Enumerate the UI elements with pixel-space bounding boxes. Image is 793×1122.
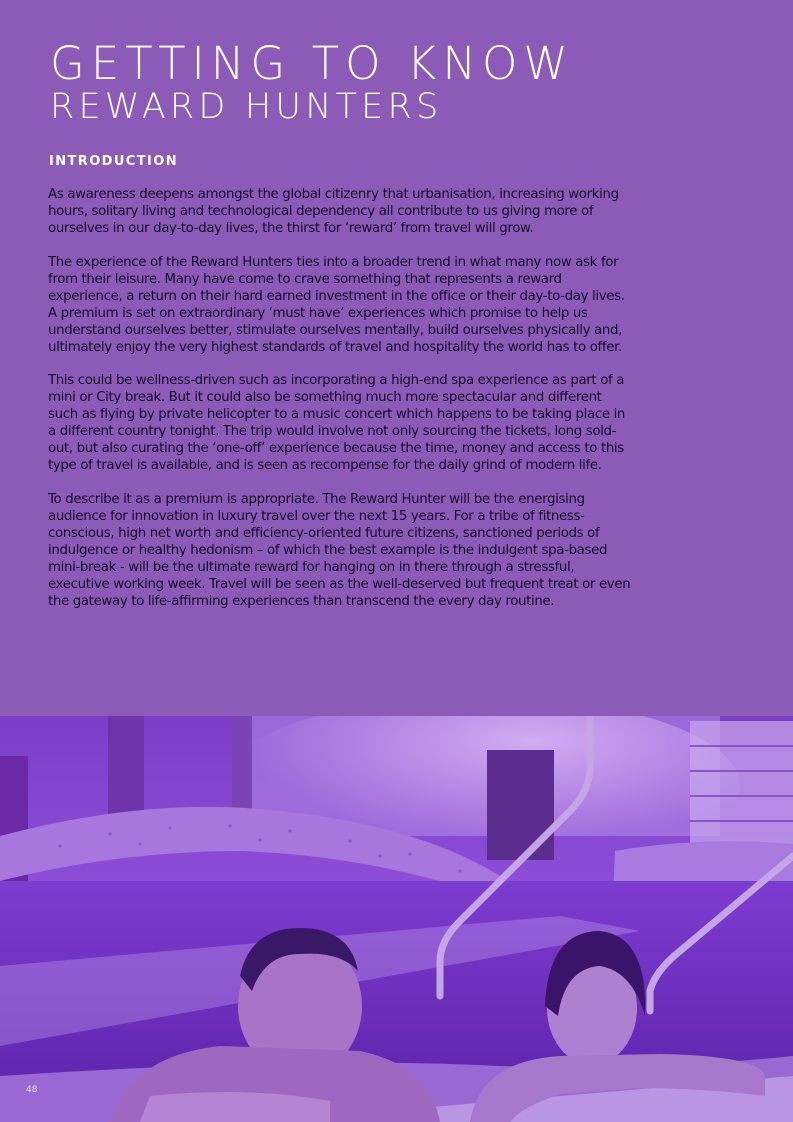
title-line-2: REWARD HUNTERS (50, 87, 443, 127)
section-heading: INTRODUCTION (49, 154, 178, 169)
paragraph-2: The experience of the Reward Hunters ties into a broader trend in what many now ask for from their leisure. Many have come to crave something that represents a reward experience, a return on their hard earned investment in the office or their day-to-day lives. A premium is set on extraordinary ‘must have’ experiences which promise to help us understand ourselves better, stimulate ourselves mentally, build ourselves physically and, ultimately enjoy the very highest standards of travel and hospitality the world has to offer. (48, 254, 625, 355)
spa-pool-photo (0, 716, 793, 1122)
paragraph-3: This could be wellness-driven such as incorporating a high-end spa experience as part of a mini or City break. But it could also be something much more spectacular and different such as flying by private helicopter to a music concert which happens to be taking place in a different country tonight. The trip would involve not only sourcing the tickets, long sold-out, but also curating the ‘one-off’ experience because the time, money and access to this type of travel is available, and is seen as recompense for the daily grind of modern life. (48, 373, 626, 473)
title-line-1: GETTING TO KNOW (50, 37, 574, 90)
page-title (50, 37, 750, 127)
page-number: 48 (26, 1085, 38, 1095)
body-text (48, 186, 633, 626)
paragraph-1: As awareness deepens amongst the global citizenry that urbanisation, increasing working hours, solitary living and technological dependency all contribute to us giving more of ourselves in our day-to-day lives, the thirst for ‘reward’ from travel will grow. (48, 187, 619, 236)
paragraph-4: To describe it as a premium is appropriate. The Reward Hunter will be the energising audience for innovation in luxury travel over the next 15 years. For a tribe of fitness-conscious, high net worth and efficiency-oriented future citizens, sanctioned periods of indulgence or healthy hedonism – of which the best example is the indulgent spa-based mini-break - will be the ultimate reward for hanging on in there through a stressful, executive working week. Travel will be seen as the well-deserved but frequent treat or even the gateway to life-affirming experiences than transcend the every day routine. (48, 491, 631, 609)
